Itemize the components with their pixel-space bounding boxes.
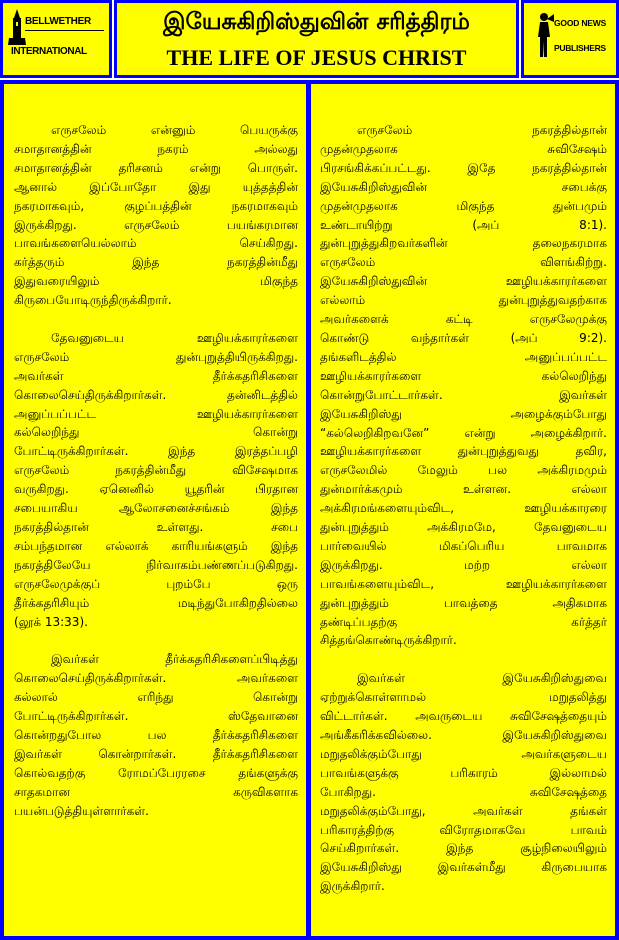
text-line: அவர்களைக் கட்டி எருசலேமுக்கு (320, 312, 607, 327)
text-line: இவர்கள் இயேசுகிறிஸ்துவை (357, 671, 607, 686)
text-line: கொன்றுபோட்டார்கள். இவர்கள் (320, 387, 607, 402)
paragraph (320, 669, 607, 896)
text-line: தங்களிடத்தில் அனுப்பப்பட்ட (320, 349, 607, 364)
text-line: கொலைசெய்திருக்கிறார்கள். அவர்களை (14, 671, 298, 686)
text-line: துன்புறுத்துகிறவர்களின் தலைநகரமாக (320, 236, 607, 251)
text-line: ஆனால் இப்போதோ இது யுத்தத்தின் (14, 179, 298, 194)
text-line: மறுதலிக்கும்போது அவர்களுடைய (320, 746, 607, 761)
text-line: கல்லால் எரிந்து கொன்று (14, 690, 298, 705)
text-line: சாதகமான கருவிகளாக (14, 784, 298, 799)
logo-divider (25, 30, 104, 31)
text-line: போகிறது. சுவிசேஷத்தை (320, 784, 607, 799)
text-line: துன்புறுத்தும் பாவத்தை அதிகமாக (320, 595, 607, 610)
text-line: பயன்படுத்தியுள்ளார்கள். (14, 803, 149, 818)
text-line: பரிகாரத்திற்கு விரோதமாகவே பாவம் (320, 822, 607, 837)
paragraph (14, 650, 298, 820)
text-line: கர்த்தரும் இந்த நகரத்தின்மீது (14, 255, 298, 270)
text-line: முதன்முதலாக சுவிசேஷம் (320, 141, 607, 156)
text-line: கொன்றதுபோல பல தீர்க்கதரிசிகளை (14, 727, 298, 742)
text-line: பாவங்களுக்கு பரிகாரம் இல்லாமல் (320, 765, 607, 780)
publisher-name-line1: GOOD NEWS (554, 18, 607, 28)
text-line: அக்கிரமங்களையும்விட, ஊழியக்காரரை (320, 501, 607, 516)
text-line: எருசலேம் நகரத்தின்மீது விசேஷமாக (14, 463, 298, 478)
text-line: இருக்கிறது. எருசலேம் பயங்கரமான (14, 217, 298, 232)
text-line: இதுவரையிலும் மிகுந்த (14, 274, 298, 289)
text-line: நகரத்திலேயே நிர்வாகம்பண்ணப்படுகிறது. (14, 557, 298, 572)
logo-name-line2: INTERNATIONAL (11, 46, 87, 57)
tower-icon (8, 9, 26, 45)
text-line: “கல்லெறிகிறவனே” என்று அழைக்கிறார். (320, 425, 607, 440)
text-line: இயேசுகிறிஸ்து இவர்கள்மீது கிருபையாக (320, 860, 607, 875)
title-tamil: இயேசுகிறிஸ்துவின் சரித்திரம் (163, 9, 470, 35)
bellwether-logo (0, 0, 112, 78)
left-column (4, 84, 306, 936)
text-line: விட்டார்கள். அவருடைய சுவிசேஷத்தையும் (320, 709, 607, 724)
text-line: நகரத்தில்தான் உள்ளது. சபை (14, 520, 298, 535)
text-line: தண்டிப்பதற்கு கர்த்தர் (320, 614, 607, 629)
text-line: இயேசுகிறிஸ்துவின் ஊழியக்காரர்களை (320, 274, 607, 289)
text-line: கிருபையோடிருந்திருக்கிறார். (14, 293, 172, 308)
article-frame (0, 80, 619, 940)
logo-name-line1: BELLWETHER (25, 16, 91, 27)
text-line: இயேசுகிறிஸ்துவின் சபைக்கு (320, 179, 607, 194)
text-line: இவர்கள் தீர்க்கதரிசிகளைப்பிடித்து (51, 652, 298, 667)
text-line: போட்டிருக்கிறார்கள். ஸ்தேவானை (14, 709, 298, 724)
text-line: சபையாகிய ஆலோசனைச்சங்கம் இந்த (14, 501, 298, 516)
text-line: ஊழியக்காரர்களை துன்புறுத்துவது தவிர, (320, 444, 607, 459)
text-line: இவர்கள் கொன்றார்கள். தீர்க்கதரிசிகளை (14, 746, 298, 761)
text-line: உண்டாயிற்று (அப் 8:1). (320, 217, 607, 232)
text-line: அங்கீகரிக்கவில்லை. இயேசுகிறிஸ்துவை (320, 727, 607, 742)
text-line: கொண்டு வந்தார்கள் (அப் 9:2). (320, 330, 607, 345)
text-line: போட்டிருக்கிறார்கள். இந்த இரத்தப்பழி (14, 444, 298, 459)
paragraph (14, 329, 298, 632)
text-line: இருக்கிறது. மற்ற எல்லா (320, 557, 607, 572)
text-line: அவர்கள் தீர்க்கதரிசிகளை (14, 368, 298, 383)
text-line: இயேசுகிறிஸ்து அழைக்கும்போது (320, 406, 607, 421)
text-line: வருகிறது. ஏனெனில் யூதரின் பிரதான (14, 482, 298, 497)
text-line: பாவங்களையெல்லாம் செய்கிறது. (14, 236, 298, 251)
right-column (311, 84, 615, 936)
text-line: நகரமாகவும், குழப்பத்தின் நகரமாகவும் (14, 198, 298, 213)
text-line: சித்தங்கொண்டிருக்கிறார். (320, 633, 457, 648)
text-line: அனுப்பப்பட்ட ஊழியக்காரர்களை (14, 406, 298, 421)
good-news-logo (521, 0, 619, 78)
publisher-name-line2: PUBLISHERS (554, 43, 606, 53)
text-line: ஏற்றுக்கொள்ளாமல் மறுதலித்து (320, 690, 607, 705)
text-line: கொல்வதற்கு ரோமப்பேரரசை தங்களுக்கு (14, 765, 298, 780)
paragraph (320, 121, 607, 650)
text-line: பாவங்களையும்விட, ஊழியக்காரர்களை (320, 576, 607, 591)
text-line: எருசலேம் துன்புறுத்தியிருக்கிறது. (14, 349, 298, 364)
text-line: கல்லெறிந்து கொன்று (14, 425, 298, 440)
text-line: எருசலேமுக்குப் புறம்பே ஒரு (14, 576, 298, 591)
text-line: (லூக் 13:33). (14, 614, 88, 629)
text-line: கொலைசெய்திருக்கிறார்கள். தன்னிடத்தில் (14, 387, 298, 402)
text-line: எருசலேம் நகரத்தில்தான் (357, 123, 607, 137)
text-line: மறுதலிக்கும்போது, அவர்கள் தங்கள் (320, 803, 607, 818)
title-banner (114, 0, 519, 78)
text-line: செய்கிறார்கள். இந்த சூழ்நிலையிலும் (320, 841, 607, 856)
text-line: எருசலேமில் மேலும் பல அக்கிரமமும் (320, 463, 607, 478)
text-line: பிரசங்கிக்கப்பட்டது. இதே நகரத்தில்தான் (320, 160, 607, 175)
text-line: பார்வையில் மிகப்பெரிய பாவமாக (320, 538, 607, 553)
text-line: முதன்முதலாக மிகுந்த துன்பமும் (320, 198, 607, 213)
text-line: இருக்கிறார். (320, 879, 385, 894)
text-line: சமாதானத்தின் நகரம் அல்லது (14, 141, 298, 156)
text-line: ஊழியக்காரர்களை கல்லெறிந்து (320, 368, 607, 383)
text-line: எல்லாம் துன்புறுத்துவதற்காக (320, 293, 607, 308)
text-line: எருசலேம் விளங்கிற்று. (320, 255, 607, 270)
text-line: எருசலேம் என்னும் பெயருக்கு (51, 123, 298, 137)
text-line: சமாதானத்தின் தரிசனம் என்று பொருள். (14, 160, 298, 175)
text-line: தீர்க்கதரிசியும் மடிந்துபோகிறதில்லை (14, 595, 298, 610)
text-line: துன்புறுத்தும் அக்கிரமமே, தேவனுடைய (320, 520, 607, 535)
text-line: சம்பந்தமான எல்லாக் காரியங்களும் இந்த (14, 538, 298, 553)
paragraph (14, 121, 298, 310)
herald-figure-icon (536, 11, 554, 59)
title-english: THE LIFE OF JESUS CHRIST (166, 45, 467, 70)
text-line: துன்மார்க்கமும் உள்ளன. எல்லா (320, 482, 607, 497)
text-line: தேவனுடைய ஊழியக்காரர்களை (51, 330, 298, 345)
